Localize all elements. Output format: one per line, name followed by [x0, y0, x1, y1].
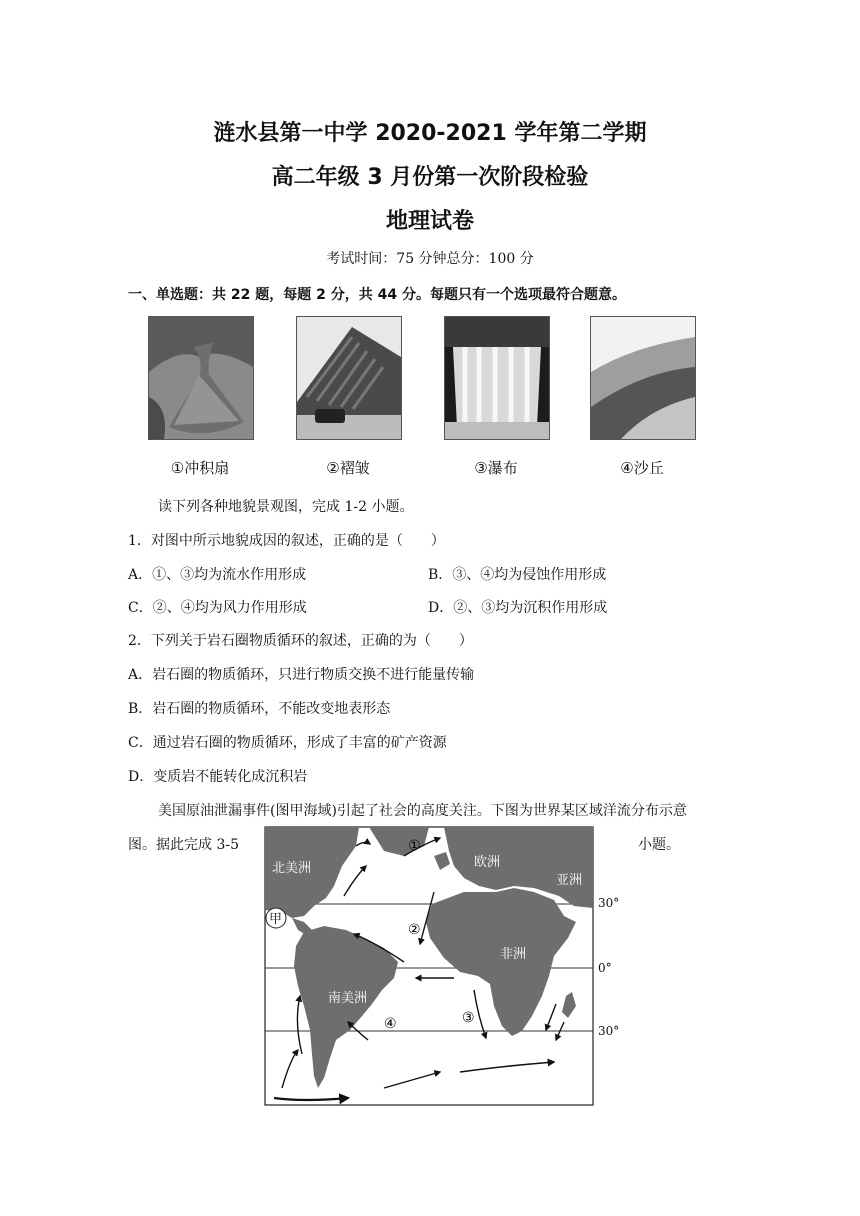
label-asia: 亚洲	[556, 873, 583, 888]
lat-label-s30: 30°	[598, 1024, 620, 1038]
intro-text-2-end: 小题。	[638, 837, 680, 853]
intro-text-1: 读下列各种地貌景观图，完成 1-2 小题。	[158, 499, 414, 515]
question-2-option-c: C．通过岩石圈的物质循环，形成了丰富的矿产资源	[128, 735, 447, 751]
label-south-america: 南美洲	[328, 991, 368, 1006]
photo-caption-2: ②褶皱	[326, 459, 370, 477]
photo-caption-1: ①冲积扇	[170, 459, 230, 477]
question-1-option-d: D．②、③均为沉积作用形成	[428, 600, 608, 616]
exam-title-grade: 高二年级 3 月份第一次阶段检验	[271, 165, 589, 190]
exam-title-school: 涟水县第一中学 2020-2021 学年第二学期	[213, 121, 647, 146]
label-current-2: ②	[408, 922, 421, 938]
label-africa: 非洲	[500, 947, 527, 962]
lat-label-0: 0°	[598, 961, 612, 975]
alluvial-fan-photo	[148, 316, 254, 440]
photo-caption-4: ④沙丘	[620, 459, 664, 477]
intro-text-2: 美国原油泄漏事件(图甲海域)引起了社会的高度关注。下图为世界某区域洋流分布示意	[158, 803, 687, 819]
question-1-option-b: B．③、④均为侵蚀作用形成	[428, 567, 607, 583]
lat-label-n30: 30°	[598, 896, 620, 910]
fold-photo	[296, 316, 402, 440]
sand-dune-photo	[590, 316, 696, 440]
question-2-option-a: A．岩石圈的物质循环，只进行物质交换不进行能量传输	[128, 667, 475, 683]
label-current-4: ④	[384, 1016, 397, 1032]
label-current-3: ③	[462, 1010, 475, 1026]
label-jia: 甲	[269, 912, 283, 927]
question-2-option-d: D．变质岩不能转化成沉积岩	[128, 769, 308, 785]
ocean-current-map	[264, 826, 594, 1106]
photo-caption-3: ③瀑布	[474, 459, 518, 477]
question-2-option-b: B．岩石圈的物质循环，不能改变地表形态	[128, 701, 391, 717]
intro-text-2-cont: 图。据此完成 3-5	[128, 837, 239, 853]
question-2-stem: 2．下列关于岩石圈物质循环的叙述，正确的为（ ）	[128, 633, 473, 649]
label-north-america: 北美洲	[272, 861, 312, 876]
question-1-stem: 1．对图中所示地貌成因的叙述，正确的是（ ）	[128, 533, 445, 549]
exam-info: 考试时间：75 分钟总分：100 分	[326, 251, 534, 267]
label-current-1: ①	[408, 838, 421, 854]
question-1-option-a: A．①、③均为流水作用形成	[128, 567, 307, 583]
exam-title-subject: 地理试卷	[385, 209, 474, 234]
section-heading: 一、单选题：共 22 题，每题 2 分，共 44 分。每题只有一个选项最符合题意。	[128, 287, 626, 303]
label-europe: 欧洲	[474, 855, 501, 870]
question-1-option-c: C．②、④均为风力作用形成	[128, 600, 307, 616]
waterfall-photo	[444, 316, 550, 440]
